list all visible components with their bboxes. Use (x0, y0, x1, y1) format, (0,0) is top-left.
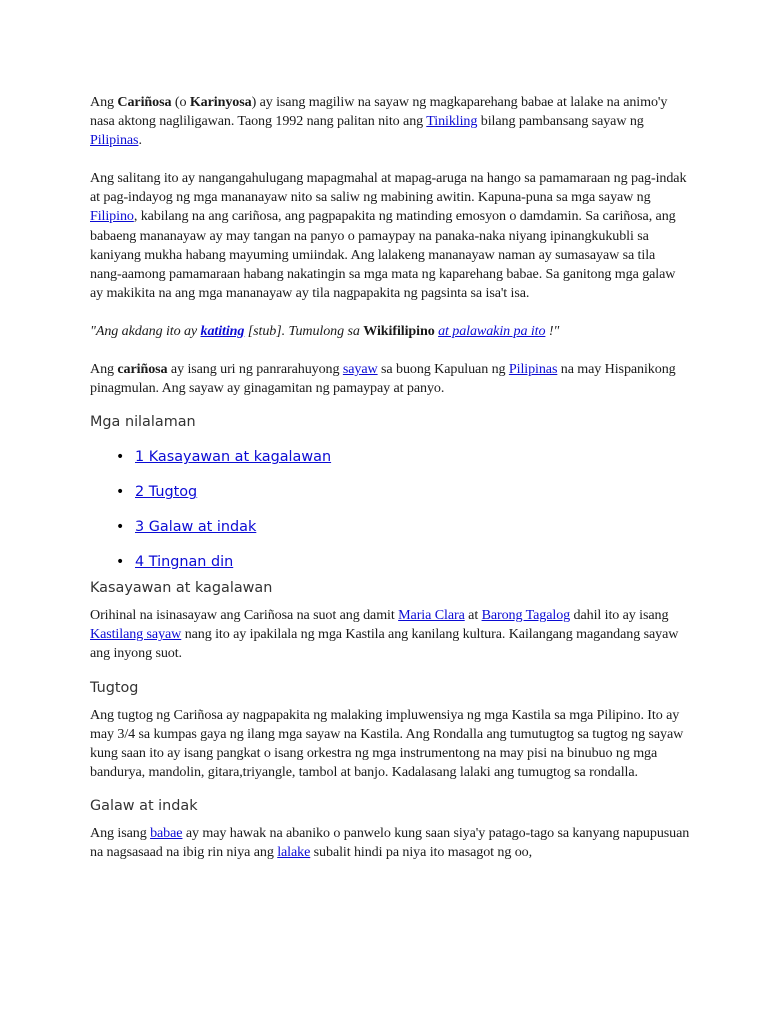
link-pilipinas[interactable]: Pilipinas (90, 132, 139, 149)
summary-paragraph (90, 360, 690, 398)
text-run: , kabilang na ang cariñosa, ang pagpapakita ng matinding emosyon o damdamin. Sa cariñosa, ang babaeng mananayaw ay may tangan na panyo o pamaypay na panaka-naka niyang ipinangkukubli sa kaniyang mukha habang mayuming umiindak. Ang lalakeng mananayaw naman ay sumasayaw sa tila nang-aamong pamamaraan habang nakatingin sa mga mata ng kaparehang babae. Sa ganitong mga galaw ay makikita na ang mga mananayaw ay tila nagpapakita ng pagsinta sa isa't isa. (90, 208, 676, 301)
galaw-paragraph (90, 824, 690, 862)
link-barong-tagalog[interactable]: Barong Tagalog (481, 607, 571, 624)
toc-item (90, 447, 690, 482)
link-pilipinas-2[interactable]: Pilipinas (508, 361, 558, 378)
bullet-icon: • (116, 449, 125, 466)
link-babae[interactable]: babae (150, 824, 183, 841)
toc-item (90, 482, 690, 517)
toc-link-tugtog[interactable]: 2 Tugtog (135, 484, 198, 501)
term-carinosa: Cariñosa (117, 94, 172, 110)
text-run: subalit hindi pa niya ito masagot ng oo, (310, 843, 533, 860)
section-heading-galaw: Galaw at indak (90, 797, 198, 814)
toc-item (90, 517, 690, 552)
bullet-icon: • (116, 554, 125, 571)
section-heading-tugtog: Tugtog (90, 679, 139, 696)
link-katiting[interactable]: katiting (200, 322, 245, 339)
meaning-paragraph (90, 169, 690, 303)
link-kastilang-sayaw[interactable]: Kastilang sayaw (90, 626, 182, 643)
article (90, 93, 690, 862)
text-run: na may Hispanikong pinagmulan. Ang sayaw ay ginagamitan ng pamaypay at panyo. (90, 361, 676, 397)
tugtog-paragraph: Ang tugtog ng Cariñosa ay nagpapakita ng malaking impluwensiya ng mga Kastila sa mga Pilipino. Ito ay may 3/4 sa kumpas gaya ng ilang mga sayaw na Kastila. Ang Rondalla ang tumutugtog sa tugtog ng sayaw kung saan ito ay isang pangkat o isang orkestra ng mga instrumentong na may pisi na binubuo ng mga bandurya, mandolin, gitara,triyangle, tambol at banjo. Kadalasang lalaki ang tumugtog sa rondalla. (90, 706, 684, 780)
text-run: . (138, 132, 142, 149)
link-lalake[interactable]: lalake (277, 843, 311, 860)
text-run: (o (171, 94, 190, 110)
stub-notice (90, 322, 690, 341)
link-palawakin[interactable]: at palawakin pa ito (438, 322, 546, 339)
text-run: "Ang akdang ito ay (90, 322, 201, 339)
text-run: ay isang uri ng panrarahuyong (167, 361, 343, 378)
kasayawan-paragraph (90, 606, 690, 663)
text-run: Ang (90, 361, 118, 378)
section-heading-kasayawan: Kasayawan at kagalawan (90, 580, 273, 597)
toc-link-tingnan[interactable]: 4 Tingnan din (135, 554, 234, 571)
bullet-icon: • (116, 484, 125, 501)
text-run: !" (545, 322, 560, 339)
link-tinikling[interactable]: Tinikling (426, 113, 478, 130)
term-carinosa-lower: cariñosa (117, 361, 168, 378)
link-maria-clara[interactable]: Maria Clara (398, 607, 465, 624)
text-run: nang ito ay ipakilala ng mga Kastila ang kanilang kultura. Kailangang magandang sayaw ang inyong suot. (90, 626, 679, 662)
text-run: Orihinal na isinasayaw ang Cariñosa na suot ang damit (90, 607, 399, 624)
toc-heading: Mga nilalaman (90, 414, 196, 431)
text-run: Ang (90, 94, 118, 110)
term-karinyosa: Karinyosa (189, 94, 252, 110)
bullet-icon: • (116, 519, 125, 536)
intro-paragraph (90, 93, 690, 150)
text-run: Ang isang (90, 824, 151, 841)
text-run: ) ay isang magiliw na sayaw ng magkaparehang babae at lalake na animo'y nasa aktong nagliligawan. Taong 1992 nang palitan nito ang (90, 94, 668, 130)
text-run: dahil ito ay isang (570, 607, 669, 624)
wikifilipino-label: Wikifilipino (363, 322, 435, 339)
text-run: ay may hawak na abaniko o panwelo kung saan siya'y patago-tago sa kanyang napupusuan na nagsasaad na ibig rin niya ang (90, 824, 690, 860)
text-run: at (464, 607, 482, 624)
text-run: sa buong Kapuluan ng (377, 361, 509, 378)
toc-link-kasayawan[interactable]: 1 Kasayawan at kagalawan (135, 449, 332, 466)
link-sayaw[interactable]: sayaw (342, 361, 378, 378)
toc-list (90, 447, 690, 578)
text-run: Ang salitang ito ay nangangahulugang mapagmahal at mapag-aruga na hango sa pamamaraan ng pag-indak at pag-indayog ng mga mananayaw nito sa saliw ng mabining awitin. Kapuna-puna sa mga sayaw ng (90, 170, 687, 206)
text-run: bilang pambansang sayaw ng (477, 113, 644, 130)
text-run: [stub]. Tumulong sa (244, 322, 364, 339)
toc-item (90, 552, 690, 578)
link-filipino[interactable]: Filipino (90, 208, 134, 225)
toc-link-galaw[interactable]: 3 Galaw at indak (135, 519, 257, 536)
